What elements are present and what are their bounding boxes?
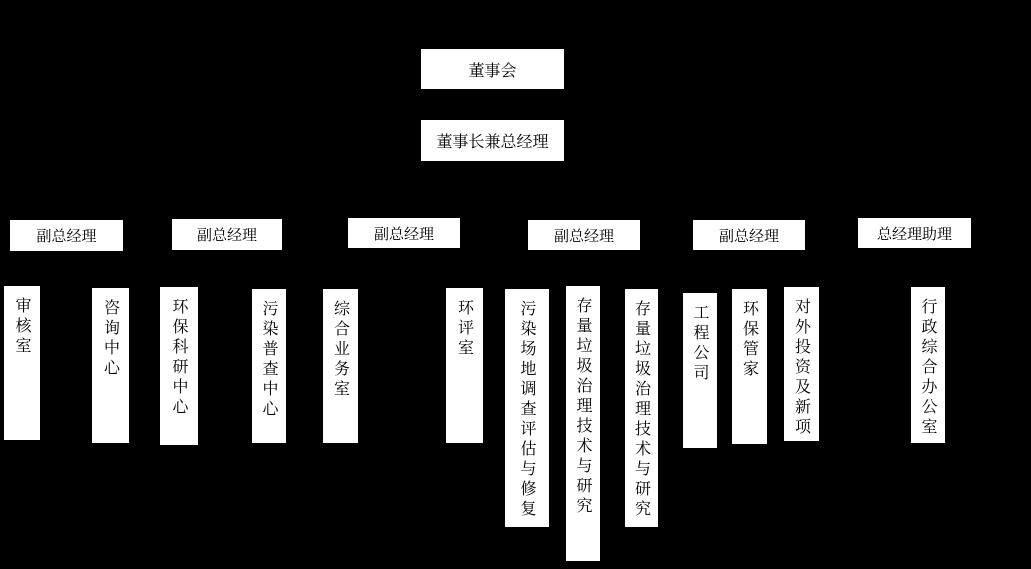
box-dept-contaminated-site-investigation bbox=[505, 289, 549, 527]
box-deputy-gm-1: 副总经理 bbox=[10, 220, 123, 251]
dept-label: 审核室 bbox=[13, 297, 32, 357]
box-board-of-directors: 董事会 bbox=[421, 49, 564, 89]
dept-label: 咨询中心 bbox=[101, 299, 121, 379]
box-dept-stock-waste-research-1 bbox=[566, 286, 600, 561]
dept-label: 污染普查中心 bbox=[260, 300, 279, 420]
box-dept-stock-waste-research-2 bbox=[625, 289, 658, 527]
box-dept-engineering-company bbox=[683, 293, 717, 448]
dept-label: 环保管家 bbox=[740, 300, 760, 380]
dept-label: 环评室 bbox=[455, 299, 475, 359]
box-dept-general-business-office bbox=[323, 289, 358, 443]
box-dept-pollution-census-center bbox=[252, 289, 286, 443]
box-gm-assistant: 总经理助理 bbox=[858, 218, 971, 248]
dept-label: 行政综合办公室 bbox=[919, 298, 938, 438]
dept-label: 污染场地调查评估与修复 bbox=[518, 300, 537, 520]
dept-label: 存量垃圾治理技术与研究 bbox=[632, 300, 652, 520]
box-dept-env-butler bbox=[732, 289, 767, 444]
box-dept-foreign-investment-new-projects bbox=[784, 287, 819, 441]
dept-label: 存量垃圾治理技术与研究 bbox=[574, 297, 593, 517]
dept-label: 综合业务室 bbox=[331, 300, 351, 400]
dept-label: 对外投资及新项 bbox=[792, 298, 812, 438]
box-dept-admin-general-office bbox=[911, 287, 945, 443]
box-dept-eia-office bbox=[446, 288, 483, 443]
box-chairman-general-manager: 董事长兼总经理 bbox=[421, 120, 564, 161]
dept-label: 工程公司 bbox=[691, 304, 710, 384]
box-dept-audit-room bbox=[4, 286, 40, 440]
box-deputy-gm-5: 副总经理 bbox=[693, 220, 805, 250]
box-deputy-gm-3: 副总经理 bbox=[348, 218, 460, 248]
dept-label: 环保科研中心 bbox=[170, 298, 189, 418]
box-dept-env-research-center bbox=[160, 287, 198, 445]
box-deputy-gm-2: 副总经理 bbox=[172, 219, 282, 250]
box-dept-consulting-center bbox=[92, 288, 129, 443]
box-deputy-gm-4: 副总经理 bbox=[528, 220, 640, 250]
